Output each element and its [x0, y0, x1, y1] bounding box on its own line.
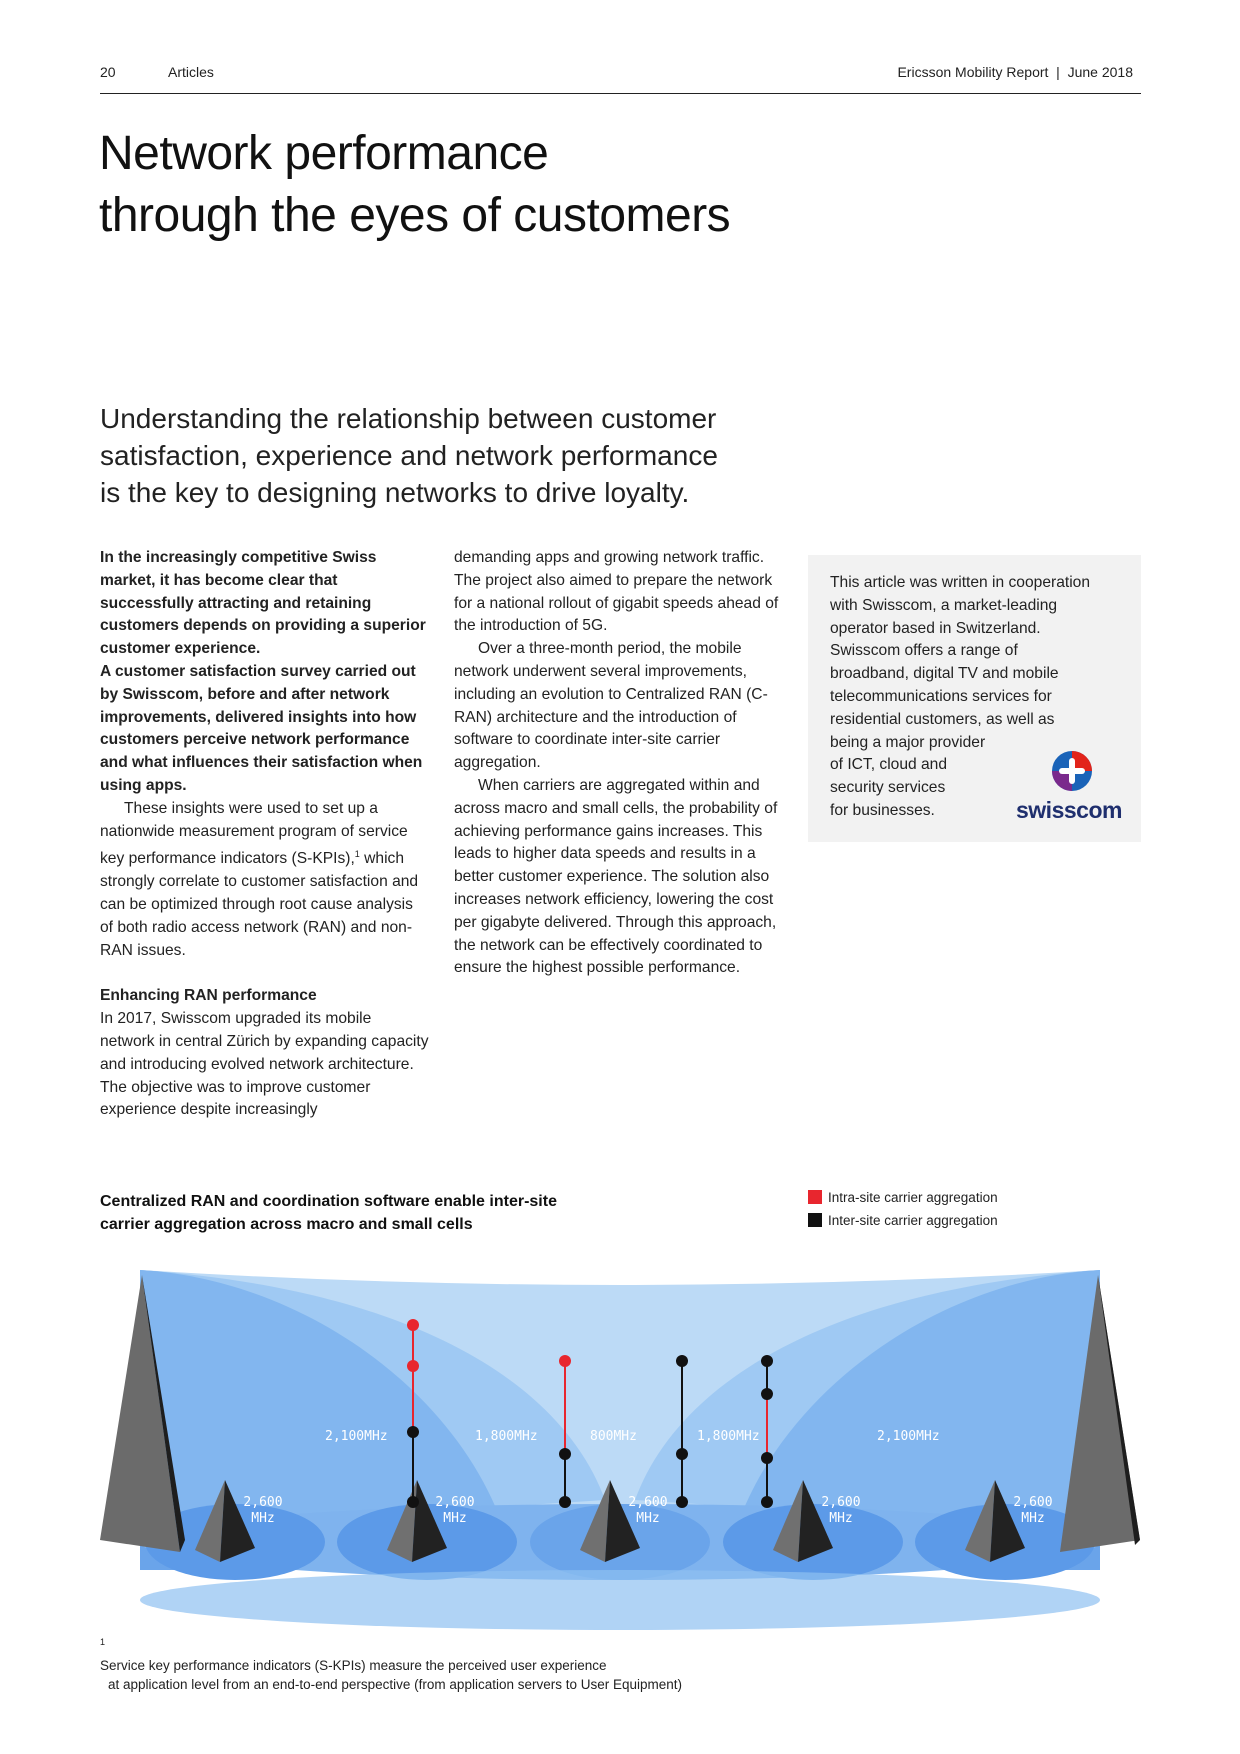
sidebar-line: residential customers, as well as — [830, 710, 1055, 728]
legend-item-intra — [808, 1190, 998, 1205]
macro-footprint — [140, 1570, 1100, 1630]
label-2600: 2,600 — [435, 1495, 475, 1510]
label-2100-left: 2,100MHz — [325, 1429, 388, 1444]
footnote — [100, 1633, 800, 1694]
label-mhz: MHz — [251, 1511, 275, 1526]
subheading: Enhancing RAN performance — [100, 987, 317, 1005]
label-800: 800MHz — [590, 1429, 637, 1444]
sidebar-line: of ICT, cloud and — [830, 756, 948, 774]
page-title — [99, 123, 730, 247]
label-mhz: MHz — [829, 1511, 853, 1526]
col2-paragraph-2: Over a three-month period, the mobile network underwent several improvements, including an evolution to Centralized RAN (C-RAN) architecture and the introduction of software to coordinate inter-site carrier aggregation. — [454, 640, 768, 772]
legend-item-inter — [808, 1213, 998, 1228]
figure-title: Centralized RAN and coordination software enable inter-site carrier aggregation across macro and small cells — [100, 1193, 557, 1233]
legend-swatch-black — [808, 1213, 822, 1227]
label-2600: 2,600 — [243, 1495, 283, 1510]
label-1800-left: 1,800MHz — [475, 1429, 538, 1444]
label-2600: 2,600 — [1013, 1495, 1053, 1510]
lead-paragraph: Understanding the relationship between customer satisfaction, experience and network performance is the key to designing networks to drive loyalty. — [100, 403, 718, 508]
body-paragraph — [100, 798, 430, 963]
page-title-line-2: through the eyes of customers — [99, 189, 731, 242]
sidebar-line: security services — [830, 779, 946, 797]
label-2600: 2,600 — [628, 1495, 668, 1510]
intro-bold-2: A customer satisfaction survey carried out by Swisscom, before and after network improvements, delivered insights into how customers perceive network performance and what influences their satisfaction when using apps. — [100, 662, 423, 794]
footnote-line-1 — [100, 1633, 800, 1675]
sidebar-line: Swisscom offers a range of — [830, 642, 1018, 660]
header-rule — [100, 93, 1141, 94]
legend-swatch-red — [808, 1190, 822, 1204]
label-mhz: MHz — [1021, 1511, 1045, 1526]
legend-label-inter: Inter-site carrier aggregation — [828, 1213, 998, 1228]
body-text-cont: which strongly correlate to customer satisfaction and can be optimized through root cause analysis of both radio access network (RAN) and non-RAN issues. — [100, 850, 419, 959]
footnote-marker: 1 — [100, 1637, 106, 1647]
article-column-1 — [100, 547, 430, 1122]
label-2600: 2,600 — [821, 1495, 861, 1510]
page-title-line-1: Network performance — [99, 127, 549, 180]
swisscom-logo — [1010, 744, 1130, 824]
sidebar-line: being a major provider — [830, 733, 986, 751]
article-column-2 — [454, 547, 784, 980]
label-1800-right: 1,800MHz — [697, 1429, 760, 1444]
label-mhz: MHz — [443, 1511, 467, 1526]
page-number: 20 — [100, 64, 116, 80]
sidebar-line: with Swisscom, a market-leading — [830, 596, 1058, 614]
publication-label: Ericsson Mobility Report | June 2018 — [897, 64, 1133, 80]
carrier-aggregation-diagram — [95, 1270, 1145, 1630]
section-label: Articles — [168, 64, 214, 80]
footnote-line-2: at application level from an end-to-end perspective (from application servers to User Equipment) — [108, 1676, 683, 1692]
swisscom-wordmark: swisscom — [1016, 797, 1122, 823]
label-2100-right: 2,100MHz — [877, 1429, 940, 1444]
legend-label-intra: Intra-site carrier aggregation — [828, 1190, 998, 1205]
col2-paragraph-1: demanding apps and growing network traffic. The project also aimed to prepare the network for a national rollout of gigabit speeds ahead of the introduction of 5G. — [454, 549, 779, 635]
sidebar-line: telecommunications services for — [830, 687, 1052, 705]
body-text: These insights were used to set up a nationwide measurement program of service key performance indicators (S-KPIs), — [100, 799, 408, 868]
sidebar-line: This article was written in cooperation — [830, 574, 1091, 591]
swisscom-logo-icon — [1010, 744, 1130, 799]
footnote-ref: 1 — [354, 849, 360, 860]
label-mhz: MHz — [636, 1511, 660, 1526]
sidebar-line: for businesses. — [830, 801, 935, 819]
body-paragraph-2: In 2017, Swisscom upgraded its mobile network in central Zürich by expanding capacity and introducing evolved network architecture. The objective was to improve customer experience despite increasingly — [100, 1010, 429, 1119]
intro-bold-1: In the increasingly competitive Swiss market, it has become clear that successfully attracting and retaining customers depends on providing a superior customer experience. — [100, 549, 426, 658]
sidebar-line: broadband, digital TV and mobile — [830, 665, 1059, 683]
col2-paragraph-3: When carriers are aggregated within and across macro and small cells, the probability of achieving performance gains increases. This leads to higher data speeds and results in a better customer experience. The solution also increases network efficiency, lowering the cost per gigabyte delivered. Through this approach, the network can be effectively coordinated to ensure the highest possible performance. — [454, 776, 778, 977]
sidebar-line: operator based in Switzerland. — [830, 619, 1041, 637]
footnote-text-1: Service key performance indicators (S-KPIs) measure the perceived user experience — [100, 1657, 607, 1673]
